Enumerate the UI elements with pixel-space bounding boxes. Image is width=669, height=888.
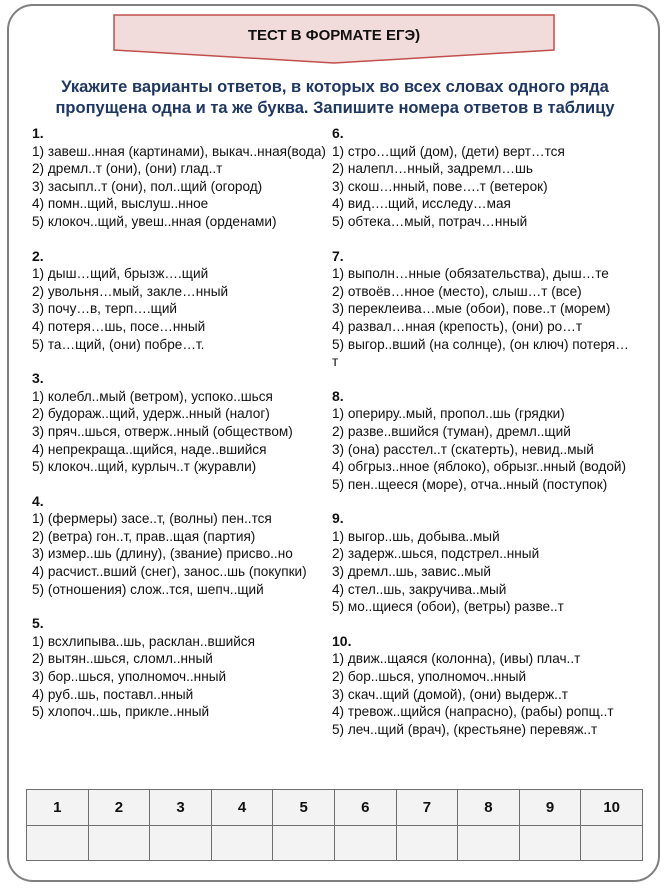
- task-option: 1) завеш..нная (картинами), выкач..нная(вода): [32, 143, 326, 159]
- task-option: 5) клокоч..щий, увеш..нная (орденами): [32, 213, 277, 229]
- task-option: 1) выполн…нные (обязательства), дыш…те: [332, 266, 609, 282]
- task-option: 4) тревож..щийся (напрасно), (рабы) ропщ..т: [332, 704, 614, 720]
- task-option: 2) задерж..шься, подстрел..нный: [332, 546, 540, 562]
- task-number: 7.: [332, 247, 344, 264]
- task-block: [32, 370, 332, 476]
- task-option: 3) (она) расстел..т (скатерть), невид..мый: [332, 441, 594, 457]
- title-banner: [113, 14, 555, 64]
- task-option: 1) (фермеры) засе..т, (волны) пен..тся: [32, 511, 272, 527]
- task-option: 4) стел..шь, закручива..мый: [332, 581, 507, 597]
- answer-header-cell: 4: [211, 790, 273, 826]
- answer-input-cell[interactable]: [273, 826, 335, 861]
- task-option: 1) дыш…щий, брызж….щий: [32, 266, 209, 282]
- task-option: 5) та…щий, (они) побре…т.: [32, 336, 205, 352]
- task-option: 5) клокоч..щий, курлыч..т (журавли): [32, 459, 257, 475]
- answer-input-cell[interactable]: [581, 826, 643, 861]
- task-option: 4) развал…нная (крепость), (они) ро…т: [332, 318, 583, 334]
- task-number: 1.: [32, 125, 44, 141]
- task-option: 5) пен..щееся (море), отча..нный (поступок): [332, 476, 608, 492]
- task-block: [32, 125, 332, 231]
- task-option: 1) опериру..мый, пропол..шь (грядки): [332, 406, 565, 422]
- answer-input-cell[interactable]: [334, 826, 396, 861]
- task-option: 1) движ..щаяся (колонна), (ивы) плач..т: [332, 651, 581, 667]
- task-option: 1) стро…щий (дом), (дети) верт…тся: [332, 143, 565, 159]
- answer-table: [26, 789, 643, 861]
- task-option: 5) (отношения) слож..тся, шепч..щий: [32, 581, 264, 597]
- task-option: 4) непрекраща..щийся, наде..вшийся: [32, 441, 267, 457]
- task-option: 4) руб..шь, поставл..нный: [32, 686, 194, 702]
- task-number: 5.: [32, 615, 44, 632]
- task-option: 5) леч..щий (врач), (крестьяне) перевяж..т: [332, 721, 598, 737]
- task-option: 2) разве..вшийся (туман), дремл..щий: [332, 423, 571, 439]
- task-option: 4) помн..щий, выслуш..нное: [32, 196, 209, 212]
- answer-input-cell[interactable]: [396, 826, 458, 861]
- task-option: 3) измер..шь (длину), (звание) присво..но: [32, 546, 293, 562]
- answer-header-cell: 1: [27, 790, 89, 826]
- task-option: 2) бор..шься, уполномоч..нный: [332, 669, 527, 685]
- task-option: 3) бор..шься, уполномоч..нный: [32, 669, 227, 685]
- task-number: 2.: [32, 247, 44, 264]
- answer-input-cell[interactable]: [150, 826, 212, 861]
- answer-input-cell[interactable]: [88, 826, 150, 861]
- task-option: 2) отвоёв…нное (место), слыш…т (все): [332, 283, 582, 299]
- task-number: 6.: [332, 125, 344, 141]
- tasks-column-left: [32, 125, 332, 721]
- answer-header-cell: 10: [581, 790, 643, 826]
- task-block: [332, 125, 632, 231]
- task-option: 2) будораж..щий, удерж..нный (налог): [32, 406, 270, 422]
- answer-header-cell: 2: [88, 790, 150, 826]
- instruction-text: Укажите варианты ответов, в которых во всех словах одного ряда пропущена одна и та же буква. Запишите номера ответов в таблицу: [55, 78, 615, 117]
- task-block: [32, 493, 332, 599]
- task-option: 2) налепл…нный, задремл…шь: [332, 161, 533, 177]
- task-option: 5) обтека…мый, потрач…нный: [332, 213, 528, 229]
- task-option: 4) вид….щий, исследу…мая: [332, 196, 511, 212]
- answer-header-cell: 8: [458, 790, 520, 826]
- answer-input-cell[interactable]: [519, 826, 581, 861]
- task-option: 1) колебл..мый (ветром), успоко..шься: [32, 388, 273, 404]
- task-option: 5) выгор..вший (на солнце), (он ключ) потеря…т: [332, 336, 629, 370]
- task-option: 3) дремл..шь, завис..мый: [332, 564, 491, 580]
- task-option: 4) потеря…шь, посе…нный: [32, 318, 206, 334]
- task-block: [32, 615, 332, 721]
- task-number: 8.: [332, 387, 344, 404]
- tasks-column-right: [332, 125, 632, 738]
- task-option: 1) выгор..шь, добыва..мый: [332, 528, 500, 544]
- answer-header-cell: 5: [273, 790, 335, 826]
- task-option: 3) скач..щий (домой), (они) выдерж..т: [332, 686, 568, 702]
- task-option: 2) вытян..шься, сломл..нный: [32, 651, 213, 667]
- banner-title: ТЕСТ В ФОРМАТЕ ЕГЭ): [247, 27, 421, 44]
- task-block: [332, 510, 632, 616]
- task-number: 3.: [32, 370, 44, 387]
- answer-table-answer-row: [27, 826, 643, 861]
- answer-header-cell: 3: [150, 790, 212, 826]
- task-option: 3) переклеива…мые (обои), пове..т (морем): [332, 301, 611, 317]
- answer-header-cell: 9: [519, 790, 581, 826]
- task-block: [332, 633, 632, 739]
- answer-header-cell: 6: [334, 790, 396, 826]
- task-option: 1) всхлипыва..шь, расклан..вшийся: [32, 633, 255, 649]
- task-option: 3) засыпл..т (они), пол..щий (огород): [32, 178, 263, 194]
- task-option: 3) почу…в, терп….щий: [32, 301, 178, 317]
- task-option: 3) пряч..шься, отверж..нный (обществом): [32, 423, 293, 439]
- answer-input-cell[interactable]: [211, 826, 273, 861]
- task-option: 5) хлопоч..шь, прикле..нный: [32, 704, 210, 720]
- task-block: [332, 248, 632, 371]
- task-option: 4) обгрыз..нное (яблоко), обрызг..нный (водой): [332, 459, 627, 475]
- task-option: 4) расчист..вший (снег), занос..шь (покупки): [32, 564, 307, 580]
- task-option: 3) скош…нный, пове….т (ветерок): [332, 178, 548, 194]
- task-option: 2) дремл..т (они), (они) глад..т: [32, 161, 223, 177]
- task-option: 5) мо..щиеся (обои), (ветры) разве..т: [332, 599, 564, 615]
- task-number: 10.: [332, 632, 352, 649]
- task-number: 4.: [32, 492, 44, 509]
- task-option: 2) (ветра) гон..т, прав..щая (партия): [32, 528, 256, 544]
- answer-header-cell: 7: [396, 790, 458, 826]
- task-number: 9.: [332, 510, 344, 527]
- task-block: [32, 248, 332, 354]
- answer-input-cell[interactable]: [458, 826, 520, 861]
- task-block: [332, 388, 632, 494]
- answer-input-cell[interactable]: [27, 826, 89, 861]
- answer-table-header-row: [27, 790, 643, 826]
- task-option: 2) увольня…мый, закле…нный: [32, 283, 229, 299]
